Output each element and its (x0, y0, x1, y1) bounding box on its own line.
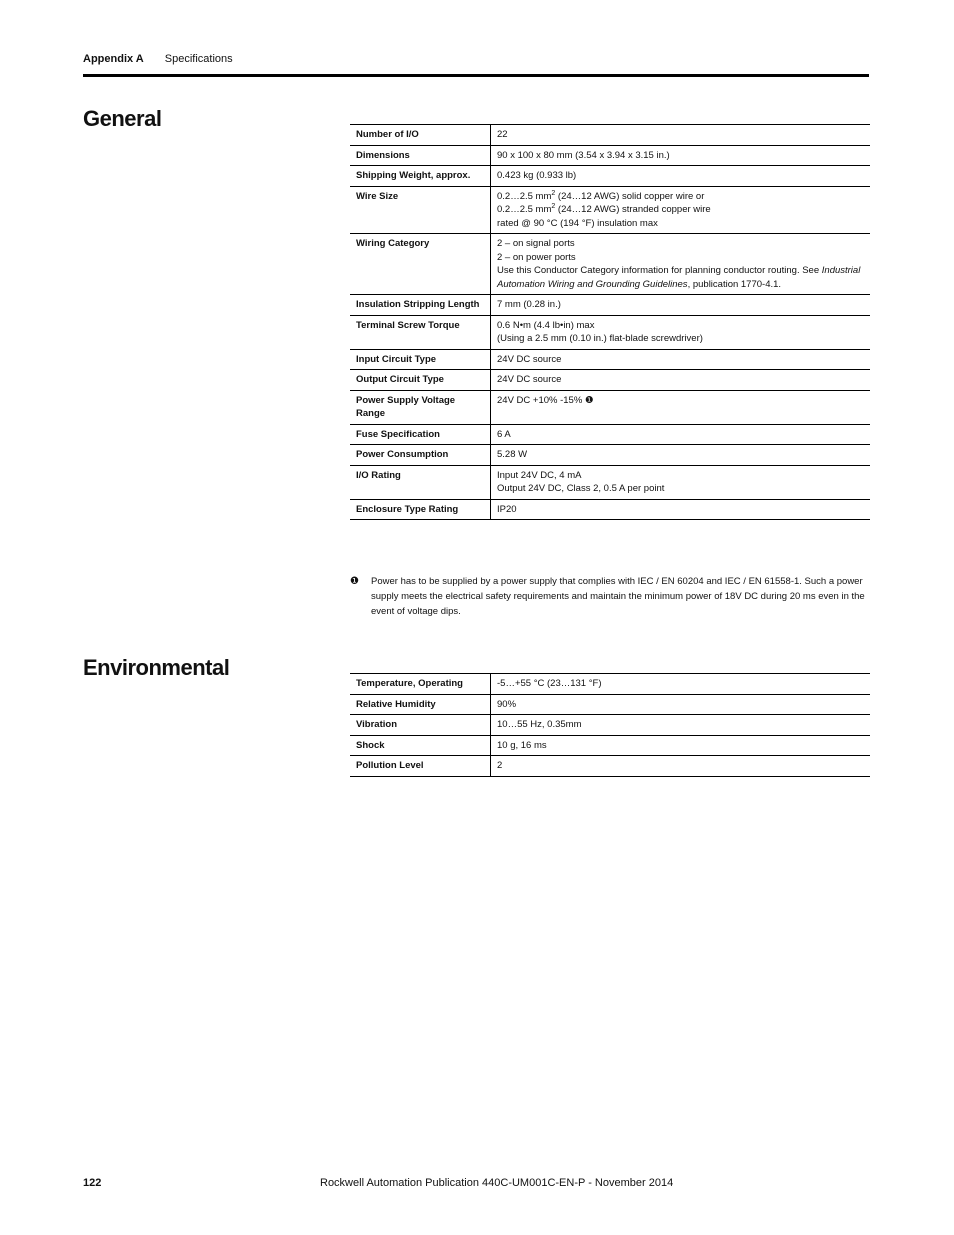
spec-label: Number of I/O (350, 125, 491, 146)
spec-value (491, 315, 871, 349)
spec-value (491, 234, 871, 295)
publication-info: Rockwell Automation Publication 440C-UM001C-EN-P - November 2014 (320, 1177, 674, 1189)
spec-value: 10…55 Hz, 0.35mm (491, 715, 871, 736)
table-row (350, 715, 870, 736)
footnote-text: Power has to be supplied by a power supply that complies with IEC / EN 60204 and IEC / EN 61558-1. Such a power supply meets the electrical safety requirements and maintain the minimum power of 18V DC during 20 ms even in the event of voltage dips. (371, 576, 865, 617)
spec-value: 90% (491, 694, 871, 715)
spec-label: Insulation Stripping Length (350, 295, 491, 316)
table-row (350, 756, 870, 777)
wire-size-solid-text: (24…12 AWG) solid copper wire or (555, 190, 705, 202)
spec-label: Power Consumption (350, 445, 491, 466)
table-row (350, 295, 870, 316)
superscript: 2 (551, 202, 556, 210)
output-rating: Output 24V DC, Class 2, 0.5 A per point (497, 483, 665, 494)
spec-value: 24V DC source (491, 349, 871, 370)
torque-value: 0.6 N•m (4.4 lb•in) max (497, 319, 595, 331)
spec-value: 7 mm (0.28 in.) (491, 295, 871, 316)
spec-value (491, 390, 871, 424)
table-row (350, 465, 870, 499)
power-ports-category: 2 – on power ports (497, 251, 576, 263)
spec-label: Wiring Category (350, 234, 491, 295)
header-rule (83, 74, 869, 77)
table-row (350, 499, 870, 520)
environmental-spec-table (350, 673, 870, 777)
voltage-range: 24V DC +10% -15% (497, 394, 585, 406)
running-header (83, 53, 233, 65)
table-row (350, 694, 870, 715)
category-note: Use this Conductor Category information for planning conductor routing. See (497, 265, 822, 276)
wire-insulation-rating: rated @ 90 °C (194 °F) insulation max (497, 217, 658, 229)
table-row (350, 186, 870, 234)
spec-value: 90 x 100 x 80 mm (3.54 x 3.94 x 3.15 in.) (491, 145, 871, 166)
table-row (350, 125, 870, 146)
table-row (350, 166, 870, 187)
table-row (350, 145, 870, 166)
spec-label: Enclosure Type Rating (350, 499, 491, 520)
table-row (350, 674, 870, 695)
spec-label: Input Circuit Type (350, 349, 491, 370)
spec-value: 2 (491, 756, 871, 777)
guideline-title: Industrial Automation Wiring and Grounding Guidelines (497, 265, 861, 290)
spec-value (491, 186, 871, 234)
appendix-label: Appendix A (83, 53, 144, 65)
spec-value: 22 (491, 125, 871, 146)
table-row (350, 424, 870, 445)
footnote-marker-icon: ❶ (584, 394, 594, 406)
signal-ports-category: 2 – on signal ports (497, 238, 575, 249)
spec-value: 6 A (491, 424, 871, 445)
spec-label: Pollution Level (350, 756, 491, 777)
spec-label: I/O Rating (350, 465, 491, 499)
spec-label: Vibration (350, 715, 491, 736)
input-rating: Input 24V DC, 4 mA (497, 469, 582, 481)
table-row (350, 315, 870, 349)
spec-label: Output Circuit Type (350, 370, 491, 391)
spec-label: Shipping Weight, approx. (350, 166, 491, 187)
spec-value (491, 465, 871, 499)
spec-value: 0.423 kg (0.933 lb) (491, 166, 871, 187)
spec-value: 10 g, 16 ms (491, 735, 871, 756)
spec-label: Shock (350, 735, 491, 756)
table-row (350, 234, 870, 295)
wire-size-stranded-text: (24…12 AWG) stranded copper wire (555, 204, 711, 215)
spec-value: -5…+55 °C (23…131 °F) (491, 674, 871, 695)
spec-label: Power Supply Voltage Range (350, 390, 491, 424)
spec-value: 5.28 W (491, 445, 871, 466)
table-row (350, 445, 870, 466)
wire-size-solid: 0.2…2.5 mm (497, 190, 552, 202)
page-number: 122 (83, 1177, 102, 1189)
spec-label: Temperature, Operating (350, 674, 491, 695)
superscript: 2 (551, 189, 556, 197)
spec-value: IP20 (491, 499, 871, 520)
footnote (350, 574, 870, 619)
spec-label: Wire Size (350, 186, 491, 234)
spec-label: Relative Humidity (350, 694, 491, 715)
spec-label: Fuse Specification (350, 424, 491, 445)
spec-label: Dimensions (350, 145, 491, 166)
spec-value: 24V DC source (491, 370, 871, 391)
general-spec-table (350, 124, 870, 520)
general-heading: General (83, 106, 162, 131)
spec-label: Terminal Screw Torque (350, 315, 491, 349)
table-row (350, 349, 870, 370)
torque-note: (Using a 2.5 mm (0.10 in.) flat-blade screwdriver) (497, 333, 703, 344)
table-row (350, 390, 870, 424)
publication-ref: , publication 1770-4.1. (687, 278, 782, 290)
section-label: Specifications (164, 53, 233, 65)
table-row (350, 370, 870, 391)
footnote-marker-icon: ❶ (350, 576, 359, 587)
table-row (350, 735, 870, 756)
environmental-heading: Environmental (83, 655, 230, 680)
wire-size-stranded: 0.2…2.5 mm (497, 204, 552, 215)
